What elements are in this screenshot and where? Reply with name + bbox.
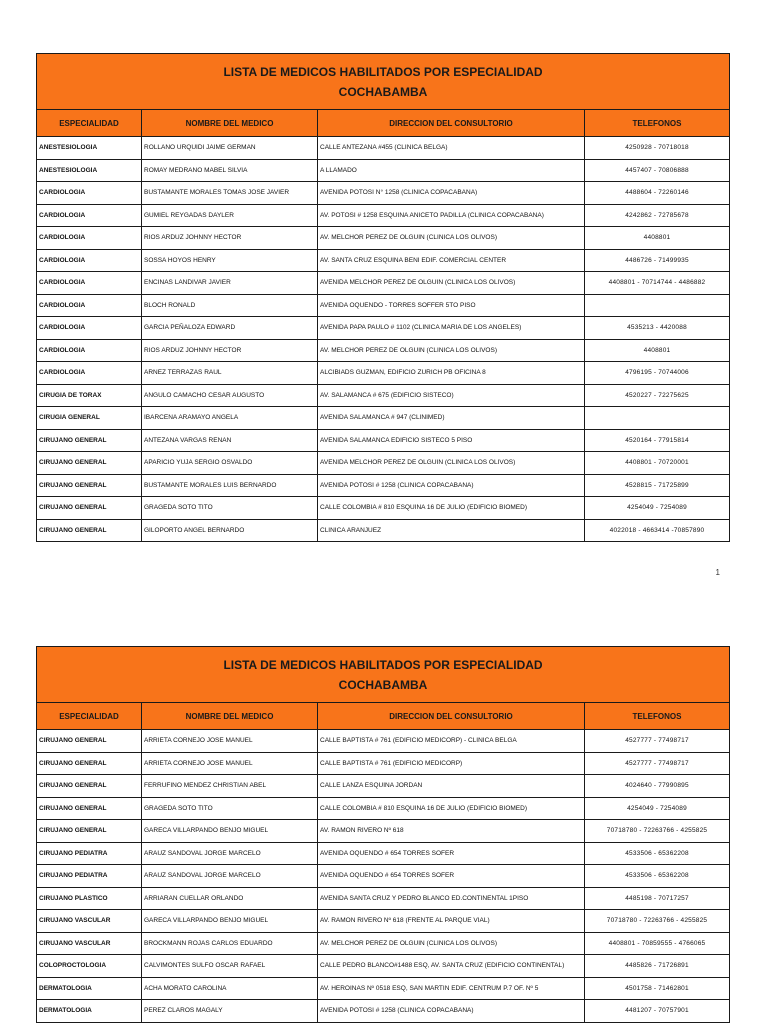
address-cell: AV. RAMON RIVERO Nº 618 (FRENTE AL PARQUE VIAL) — [318, 910, 585, 933]
address-cell: CALLE COLOMBIA # 810 ESQUINA 16 DE JULIO (EDIFICIO BIOMED) — [318, 497, 585, 520]
address-cell: CALLE BAPTISTA # 761 (EDIFICIO MEDICORP) — [318, 752, 585, 775]
doctor-name-cell: GRAGEDA SOTO TITO — [142, 797, 318, 820]
phone-cell — [585, 294, 730, 317]
column-header-nombre: NOMBRE DEL MEDICO — [142, 703, 318, 730]
doctor-name-cell: SOSSA HOYOS HENRY — [142, 249, 318, 272]
doctor-name-cell: ACHA MORATO CAROLINA — [142, 977, 318, 1000]
especialidad-cell: ANESTESIOLOGIA — [37, 159, 142, 182]
address-cell: AV. SANTA CRUZ ESQUINA BENI EDIF. COMERCIAL CENTER — [318, 249, 585, 272]
especialidad-cell: CIRUJANO GENERAL — [37, 429, 142, 452]
doctor-name-cell: FERRUFINO MENDEZ CHRISTIAN ABEL — [142, 775, 318, 798]
doctor-name-cell: BROCKMANN ROJAS CARLOS EDUARDO — [142, 932, 318, 955]
phone-cell: 4408801 — [585, 227, 730, 250]
table-row — [37, 955, 730, 978]
phone-cell: 4533506 - 65362208 — [585, 865, 730, 888]
address-cell: A LLAMADO — [318, 159, 585, 182]
doctors-table-1 — [36, 53, 730, 542]
especialidad-cell: CIRUJANO GENERAL — [37, 497, 142, 520]
address-cell: AVENIDA SALAMANCA EDIFICIO SISTECO 5 PISO — [318, 429, 585, 452]
phone-cell: 4408801 - 70859555 - 4766065 — [585, 932, 730, 955]
doctor-name-cell: APARICIO YUJA SERGIO OSVALDO — [142, 452, 318, 475]
table-row — [37, 227, 730, 250]
doctor-name-cell: ANGULO CAMACHO CESAR AUGUSTO — [142, 384, 318, 407]
address-cell: CALLE ANTEZANA #455 (CLINICA BELGA) — [318, 137, 585, 160]
address-cell: AVENIDA OQUENDO # 654 TORRES SOFER — [318, 842, 585, 865]
phone-cell: 4533506 - 65362208 — [585, 842, 730, 865]
address-cell: AV. MELCHOR PEREZ DE OLGUIN (CLINICA LOS OLIVOS) — [318, 227, 585, 250]
doctor-name-cell: BLOCH RONALD — [142, 294, 318, 317]
title-line-1: LISTA DE MEDICOS HABILITADOS POR ESPECIALIDAD — [223, 64, 543, 79]
table-row — [37, 519, 730, 542]
column-header-especialidad: ESPECIALIDAD — [37, 703, 142, 730]
medical-list-sheet-2 — [36, 646, 729, 1023]
table-row — [37, 137, 730, 160]
phone-cell: 4501758 - 71462801 — [585, 977, 730, 1000]
phone-cell: 4485826 - 71726891 — [585, 955, 730, 978]
phone-cell: 4528815 - 71725899 — [585, 474, 730, 497]
table-row — [37, 249, 730, 272]
especialidad-cell: CARDIOLOGIA — [37, 204, 142, 227]
address-cell: AV. MELCHOR PEREZ DE OLGUIN (CLINICA LOS OLIVOS) — [318, 932, 585, 955]
table-row — [37, 977, 730, 1000]
doctor-name-cell: ARRIETA CORNEJO JOSE MANUEL — [142, 730, 318, 753]
table-row — [37, 730, 730, 753]
address-cell: AVENIDA OQUENDO # 654 TORRES SOFER — [318, 865, 585, 888]
address-cell: AVENIDA MELCHOR PEREZ DE OLGUIN (CLINICA LOS OLIVOS) — [318, 452, 585, 475]
especialidad-cell: CARDIOLOGIA — [37, 227, 142, 250]
phone-cell — [585, 407, 730, 430]
table-row — [37, 820, 730, 843]
title-line-2: COCHABAMBA — [338, 677, 428, 692]
table-row — [37, 272, 730, 295]
column-header-direccion: DIRECCION DEL CONSULTORIO — [318, 703, 585, 730]
especialidad-cell: CIRUJANO GENERAL — [37, 474, 142, 497]
address-cell: CALLE LANZA ESQUINA JORDAN — [318, 775, 585, 798]
phone-cell: 4250928 - 70718018 — [585, 137, 730, 160]
doctor-name-cell: ARNEZ TERRAZAS RAUL — [142, 362, 318, 385]
address-cell: AV. MELCHOR PEREZ DE OLGUIN (CLINICA LOS OLIVOS) — [318, 339, 585, 362]
table-body-2 — [37, 730, 730, 1023]
doctor-name-cell: ARRIARAN CUELLAR ORLANDO — [142, 887, 318, 910]
especialidad-cell: CIRUJANO GENERAL — [37, 775, 142, 798]
phone-cell: 4408801 - 70720001 — [585, 452, 730, 475]
especialidad-cell: CIRUJANO GENERAL — [37, 797, 142, 820]
table-row — [37, 429, 730, 452]
especialidad-cell: CIRUJANO VASCULAR — [37, 910, 142, 933]
table-row — [37, 887, 730, 910]
phone-cell: 4254049 - 7254089 — [585, 797, 730, 820]
phone-cell: 70718780 - 72263766 - 4255825 — [585, 820, 730, 843]
address-cell: AV. HEROINAS Nº 0518 ESQ, SAN MARTIN EDIF. CENTRUM P.7 OF. Nº 5 — [318, 977, 585, 1000]
table-row — [37, 797, 730, 820]
table-row — [37, 1000, 730, 1023]
table-row — [37, 497, 730, 520]
table-title — [37, 54, 730, 110]
doctor-name-cell: RIOS ARDUZ JOHNNY HECTOR — [142, 227, 318, 250]
title-line-2: COCHABAMBA — [338, 84, 428, 99]
column-header-especialidad: ESPECIALIDAD — [37, 110, 142, 137]
phone-cell: 4485198 - 70717257 — [585, 887, 730, 910]
address-cell: AVENIDA SALAMANCA # 947 (CLINIMED) — [318, 407, 585, 430]
especialidad-cell: DERMATOLOGIA — [37, 977, 142, 1000]
doctor-name-cell: GARECA VILLARPANDO BENJO MIGUEL — [142, 910, 318, 933]
table-row — [37, 204, 730, 227]
especialidad-cell: CIRUJANO VASCULAR — [37, 932, 142, 955]
table-row — [37, 294, 730, 317]
especialidad-cell: CIRUGIA DE TORAX — [37, 384, 142, 407]
especialidad-cell: CIRUJANO GENERAL — [37, 752, 142, 775]
doctor-name-cell: RIOS ARDUZ JOHNNY HECTOR — [142, 339, 318, 362]
phone-cell: 4408801 - 70714744 - 4486882 — [585, 272, 730, 295]
column-header-telefonos: TELEFONOS — [585, 110, 730, 137]
address-cell: AVENIDA MELCHOR PEREZ DE OLGUIN (CLINICA LOS OLIVOS) — [318, 272, 585, 295]
especialidad-cell: CIRUJANO PEDIATRA — [37, 842, 142, 865]
page-number: 1 — [715, 568, 720, 577]
especialidad-cell: CIRUJANO GENERAL — [37, 820, 142, 843]
table-row — [37, 362, 730, 385]
phone-cell: 4457407 - 70806888 — [585, 159, 730, 182]
phone-cell: 4254049 - 7254089 — [585, 497, 730, 520]
address-cell: CALLE COLOMBIA # 810 ESQUINA 16 DE JULIO (EDIFICIO BIOMED) — [318, 797, 585, 820]
phone-cell: 4796195 - 70744006 — [585, 362, 730, 385]
doctor-name-cell: ENCINAS LANDIVAR JAVIER — [142, 272, 318, 295]
address-cell: AVENIDA PAPA PAULO # 1102 (CLINICA MARIA DE LOS ANGELES) — [318, 317, 585, 340]
phone-cell: 4520164 - 77915814 — [585, 429, 730, 452]
especialidad-cell: COLOPROCTOLOGIA — [37, 955, 142, 978]
table-row — [37, 339, 730, 362]
doctor-name-cell: GARCIA PEÑALOZA EDWARD — [142, 317, 318, 340]
address-cell: AVENIDA POTOSI # 1258 (CLINICA COPACABANA) — [318, 474, 585, 497]
phone-cell: 4486726 - 71499935 — [585, 249, 730, 272]
table-row — [37, 865, 730, 888]
especialidad-cell: CARDIOLOGIA — [37, 249, 142, 272]
phone-cell: 4527777 - 77498717 — [585, 752, 730, 775]
doctor-name-cell: CALVIMONTES SULFO OSCAR RAFAEL — [142, 955, 318, 978]
address-cell: AVENIDA POTOSI N° 1258 (CLINICA COPACABANA) — [318, 182, 585, 205]
title-line-1: LISTA DE MEDICOS HABILITADOS POR ESPECIALIDAD — [223, 657, 543, 672]
table-row — [37, 384, 730, 407]
especialidad-cell: CIRUGIA GENERAL — [37, 407, 142, 430]
phone-cell: 4024640 - 77990895 — [585, 775, 730, 798]
phone-cell: 4488604 - 72260146 — [585, 182, 730, 205]
address-cell: AV. SALAMANCA # 675 (EDIFICIO SISTECO) — [318, 384, 585, 407]
address-cell: AVENIDA SANTA CRUZ Y PEDRO BLANCO ED.CONTINENTAL 1PISO — [318, 887, 585, 910]
phone-cell: 70718780 - 72263766 - 4255825 — [585, 910, 730, 933]
phone-cell: 4242862 - 72785678 — [585, 204, 730, 227]
table-row — [37, 317, 730, 340]
address-cell: ALCIBIADS GUZMAN, EDIFICIO ZURICH PB OFICINA 8 — [318, 362, 585, 385]
table-row — [37, 932, 730, 955]
especialidad-cell: CARDIOLOGIA — [37, 294, 142, 317]
column-header-telefonos: TELEFONOS — [585, 703, 730, 730]
table-row — [37, 159, 730, 182]
doctor-name-cell: ARRIETA CORNEJO JOSE MANUEL — [142, 752, 318, 775]
address-cell: AVENIDA POTOSI # 1258 (CLINICA COPACABANA) — [318, 1000, 585, 1023]
doctor-name-cell: IBARCENA ARAMAYO ANGELA — [142, 407, 318, 430]
doctor-name-cell: BUSTAMANTE MORALES TOMAS JOSE JAVIER — [142, 182, 318, 205]
phone-cell: 4481207 - 70757901 — [585, 1000, 730, 1023]
especialidad-cell: CARDIOLOGIA — [37, 317, 142, 340]
phone-cell: 4535213 - 4420088 — [585, 317, 730, 340]
especialidad-cell: CARDIOLOGIA — [37, 272, 142, 295]
doctor-name-cell: PEREZ CLAROS MAGALY — [142, 1000, 318, 1023]
table-row — [37, 910, 730, 933]
especialidad-cell: CIRUJANO GENERAL — [37, 519, 142, 542]
doctor-name-cell: GILOPORTO ANGEL BERNARDO — [142, 519, 318, 542]
especialidad-cell: CARDIOLOGIA — [37, 362, 142, 385]
address-cell: AV. RAMON RIVERO Nº 618 — [318, 820, 585, 843]
table-row — [37, 752, 730, 775]
doctor-name-cell: BUSTAMANTE MORALES LUIS BERNARDO — [142, 474, 318, 497]
doctor-name-cell: ARAUZ SANDOVAL JORGE MARCELO — [142, 865, 318, 888]
column-header-direccion: DIRECCION DEL CONSULTORIO — [318, 110, 585, 137]
doctor-name-cell: GUMIEL REYGADAS DAYLER — [142, 204, 318, 227]
address-cell: AVENIDA OQUENDO - TORRES SOFFER 5TO PISO — [318, 294, 585, 317]
table-row — [37, 182, 730, 205]
especialidad-cell: CARDIOLOGIA — [37, 339, 142, 362]
especialidad-cell: CIRUJANO PLASTICO — [37, 887, 142, 910]
doctor-name-cell: GARECA VILLARPANDO BENJO MIGUEL — [142, 820, 318, 843]
table-title — [37, 647, 730, 703]
especialidad-cell: CIRUJANO GENERAL — [37, 730, 142, 753]
especialidad-cell: DERMATOLOGIA — [37, 1000, 142, 1023]
table-body-1 — [37, 137, 730, 542]
doctor-name-cell: ROLLANO URQUIDI JAIME GERMAN — [142, 137, 318, 160]
doctor-name-cell: ROMAY MEDRANO MABEL SILVIA — [142, 159, 318, 182]
table-row — [37, 842, 730, 865]
address-cell: CALLE PEDRO BLANCO#1488 ESQ, AV. SANTA CRUZ (EDIFICIO CONTINENTAL) — [318, 955, 585, 978]
phone-cell: 4527777 - 77498717 — [585, 730, 730, 753]
phone-cell: 4022018 - 4663414 -70857890 — [585, 519, 730, 542]
phone-cell: 4520227 - 72275625 — [585, 384, 730, 407]
medical-list-sheet-1 — [36, 53, 729, 542]
doctor-name-cell: ARAUZ SANDOVAL JORGE MARCELO — [142, 842, 318, 865]
doctor-name-cell: GRAGEDA SOTO TITO — [142, 497, 318, 520]
especialidad-cell: ANESTESIOLOGIA — [37, 137, 142, 160]
address-cell: CALLE BAPTISTA # 761 (EDIFICIO MEDICORP) - CLINICA BELGA — [318, 730, 585, 753]
especialidad-cell: CARDIOLOGIA — [37, 182, 142, 205]
especialidad-cell: CIRUJANO PEDIATRA — [37, 865, 142, 888]
especialidad-cell: CIRUJANO GENERAL — [37, 452, 142, 475]
doctors-table-2 — [36, 646, 730, 1023]
table-row — [37, 775, 730, 798]
table-row — [37, 452, 730, 475]
phone-cell: 4408801 — [585, 339, 730, 362]
column-header-nombre: NOMBRE DEL MEDICO — [142, 110, 318, 137]
address-cell: CLINICA ARANJUEZ — [318, 519, 585, 542]
table-row — [37, 407, 730, 430]
address-cell: AV. POTOSI # 1258 ESQUINA ANICETO PADILLA (CLINICA COPACABANA) — [318, 204, 585, 227]
doctor-name-cell: ANTEZANA VARGAS RENAN — [142, 429, 318, 452]
table-row — [37, 474, 730, 497]
